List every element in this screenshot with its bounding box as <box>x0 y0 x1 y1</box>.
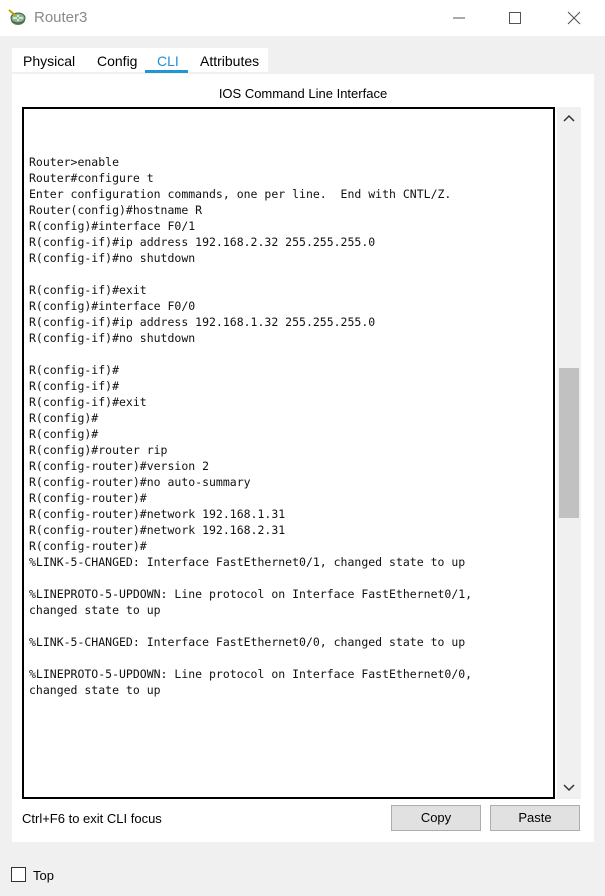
footer-bar <box>0 856 605 896</box>
tab-attributes[interactable]: Attributes <box>200 53 260 69</box>
copy-button[interactable]: Copy <box>391 805 481 831</box>
top-checkbox[interactable] <box>11 867 26 882</box>
tab-cli[interactable]: CLI <box>157 53 179 69</box>
minimize-icon <box>452 11 466 25</box>
cli-terminal[interactable] <box>22 107 555 799</box>
maximize-button[interactable] <box>492 0 538 36</box>
tab-config[interactable]: Config <box>97 53 138 69</box>
paste-button[interactable]: Paste <box>490 805 580 831</box>
tab-physical[interactable]: Physical <box>23 53 76 69</box>
title-bar <box>0 0 605 36</box>
terminal-output: Router>enable Router#configure t Enter configuration commands, one per line. End with CNTL/Z. Router(config)#hostname R R(config)#interface F0/1 R(config-if)#ip address 192.168.2.32 255.255.255.0 R(config-if)#no shutdown R(config-if)#exit R(config)#interface F0/0 R(config-if)#ip address 192.168.1.32 255.255.255.0 R(config-if)#no shutdown R(config-if)# R(config-if)# R(config-if)#exit R(config)# R(config)# R(config)#router rip R(config-router)#version 2 R(config-router)#no auto-summary R(config-router)# R(config-router)#network 192.168.1.31 R(config-router)#network 192.168.2.31 R(config-router)# %LINK-5-CHANGED: Interface FastEthernet0/1, changed state to up %LINEPROTO-5-UPDOWN: Line protocol on Interface FastEthernet0/1, changed state to up %LINK-5-CHANGED: Interface FastEthernet0/0, changed state to up %LINEPROTO-5-UPDOWN: Line protocol on Interface FastEthernet0/0, changed state to up <box>29 155 473 697</box>
top-checkbox-label: Top <box>33 868 54 883</box>
active-tab-indicator <box>145 70 188 73</box>
window-title: Router3 <box>34 9 88 26</box>
chevron-up-icon <box>557 107 581 129</box>
cli-focus-hint: Ctrl+F6 to exit CLI focus <box>22 811 162 826</box>
tab-bar <box>12 48 268 72</box>
terminal-scrollbar[interactable] <box>557 107 581 799</box>
scrollbar-thumb[interactable] <box>559 368 579 518</box>
maximize-icon <box>508 11 522 25</box>
scroll-down-button[interactable] <box>557 777 581 799</box>
chevron-down-icon <box>557 777 581 799</box>
close-button[interactable] <box>551 0 597 36</box>
scroll-up-button[interactable] <box>557 107 581 129</box>
close-icon <box>567 11 581 25</box>
router-app-icon <box>8 8 28 28</box>
minimize-button[interactable] <box>436 0 482 36</box>
cli-header: IOS Command Line Interface <box>218 86 388 101</box>
